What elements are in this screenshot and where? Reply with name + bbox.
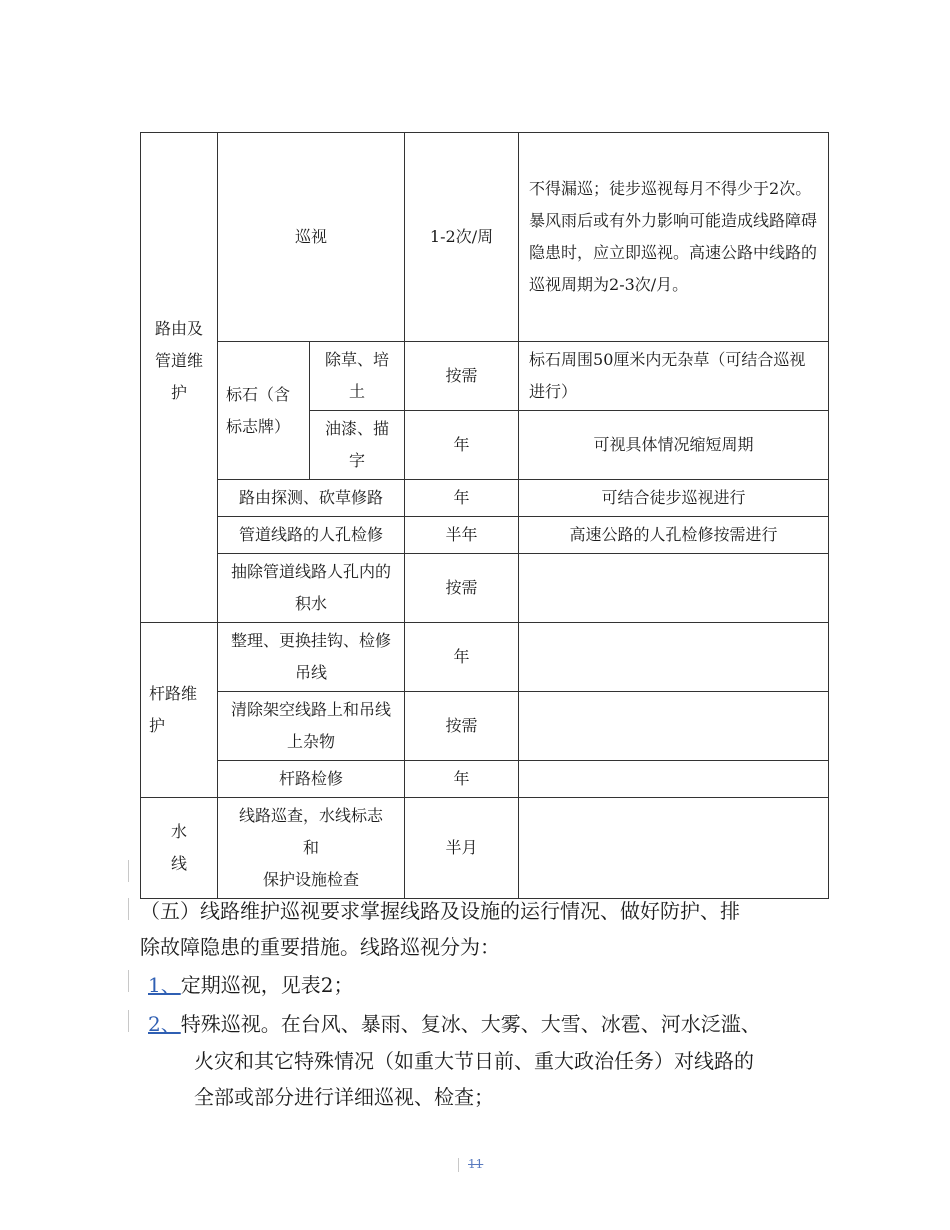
item-cell: 杆路检修: [218, 761, 405, 798]
note-cell: [519, 623, 829, 692]
group-water-line1: 水: [170, 822, 187, 841]
note-cell: 高速公路的人孔检修按需进行: [519, 517, 829, 554]
list-number-1[interactable]: 1、: [148, 973, 181, 997]
group-water-line2: 线: [170, 854, 187, 873]
item-water-line3: 保护设施检查: [263, 870, 360, 889]
revision-bar: [128, 970, 129, 992]
item-cell: 整理、更换挂钩、检修吊线: [218, 623, 405, 692]
page-number-bar: [458, 1158, 459, 1172]
group-cell-pole: 杆路维护: [141, 623, 218, 798]
revision-bar: [128, 860, 129, 882]
note-cell: [519, 554, 829, 623]
item-cell: 管道线路的人孔检修: [218, 517, 405, 554]
group-cell-route: 路由及管道维护: [141, 133, 218, 623]
freq-cell: 1-2次/周: [405, 133, 519, 342]
stone-label-cell: 标石（含标志牌）: [218, 342, 310, 480]
note-cell: [519, 761, 829, 798]
item-cell: 油漆、描字: [310, 411, 405, 480]
freq-cell: 年: [405, 623, 519, 692]
item-cell: 清除架空线路上和吊线上杂物: [218, 692, 405, 761]
item-cell: [218, 798, 405, 899]
item-cell: 巡视: [218, 133, 405, 342]
paragraph-5-line1: （五）线路维护巡视要求掌握线路及设施的运行情况、做好防护、排: [140, 899, 740, 923]
freq-cell: 年: [405, 480, 519, 517]
list-item-1: [148, 965, 353, 1005]
item-cell: 路由探测、砍草修路: [218, 480, 405, 517]
list-text-2-line1: 特殊巡视。在台风、暴雨、复冰、大雾、大雪、冰雹、河水泛滥、: [180, 1012, 761, 1036]
freq-cell: 按需: [405, 692, 519, 761]
freq-cell: 年: [405, 411, 519, 480]
freq-cell: 半年: [405, 517, 519, 554]
note-cell: 可视具体情况缩短周期: [519, 411, 829, 480]
item-water-line2: 和: [303, 838, 320, 857]
list-number-2[interactable]: 2、: [148, 1012, 181, 1036]
note-cell: 可结合徒步巡视进行: [519, 480, 829, 517]
paragraph-5-line2: 除故障隐患的重要措施。线路巡视分为：: [140, 935, 500, 959]
note-cell: [519, 692, 829, 761]
note-cell: 不得漏巡；徒步巡视每月不得少于2次。暴风雨后或有外力影响可能造成线路障碍隐患时，应立即巡视。高速公路中线路的巡视周期为2-3次/月。: [519, 133, 829, 342]
list-text-1: 定期巡视，见表2；: [180, 973, 354, 997]
item-cell: 抽除管道线路人孔内的积水: [218, 554, 405, 623]
freq-cell: 年: [405, 761, 519, 798]
maintenance-table: [140, 132, 829, 899]
group-cell-water: [141, 798, 218, 899]
item-cell: 除草、培土: [310, 342, 405, 411]
freq-cell: 按需: [405, 342, 519, 411]
item-water-line1: 线路巡查，水线标志: [239, 806, 384, 825]
page-number: 11: [468, 1157, 484, 1171]
freq-cell: 半月: [405, 798, 519, 899]
freq-cell: 按需: [405, 554, 519, 623]
list-text-2-line3: 全部或部分进行详细巡视、检查；: [194, 1085, 494, 1109]
list-item-2: [148, 1004, 761, 1044]
list-text-2-line2: 火灾和其它特殊情况（如重大节日前、重大政治任务）对线路的: [194, 1049, 754, 1073]
revision-bar: [128, 1010, 129, 1032]
note-cell: [519, 798, 829, 899]
revision-bar: [128, 898, 129, 920]
note-cell: 标石周围50厘米内无杂草（可结合巡视进行）: [519, 342, 829, 411]
